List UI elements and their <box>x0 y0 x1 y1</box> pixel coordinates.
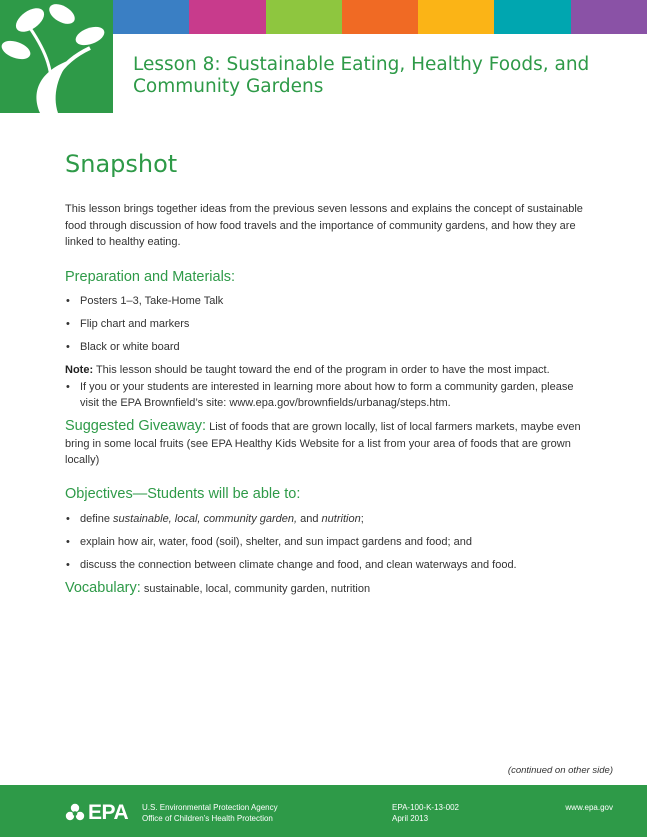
header-color-bar <box>113 0 647 34</box>
epa-flower-icon <box>65 803 85 823</box>
lesson-title: Lesson 8: Sustainable Eating, Healthy Foods, and Community Gardens <box>133 54 590 97</box>
main-content <box>65 201 585 598</box>
continued-note: (continued on other side) <box>507 765 613 776</box>
vocabulary-paragraph <box>65 580 585 598</box>
color-swatch-teal <box>494 0 570 34</box>
document-date: April 2013 <box>392 813 429 823</box>
leaf-plant-icon <box>0 0 113 113</box>
agency-name: U.S. Environmental Protection Agency <box>142 803 278 812</box>
community-garden-item: • If you or your students are interested in learning more about how to form a community garden, please visit the EPA Brownfield’s site: www.epa.gov/brownfields/urbanag/steps.htm. <box>65 379 585 412</box>
giveaway-text: List of foods that are grown locally, list of local farmers markets, maybe even bring in some local fruits (see EPA Healthy Kids Website for a list from your area of foods that are grown locally) <box>65 421 581 466</box>
website-link[interactable]: www.epa.gov <box>565 803 613 812</box>
preparation-heading: Preparation and Materials: <box>65 268 236 285</box>
vocabulary-text: sustainable, local, community garden, nutrition <box>140 583 371 595</box>
objective-end: ; <box>360 513 364 525</box>
list-item: • explain how air, water, food (soil), shelter, and sun impact gardens and food; and <box>65 534 585 551</box>
objective-terms: sustainable, local, community garden, <box>113 513 298 525</box>
office-name: Office of Children’s Health Protection <box>142 813 273 823</box>
color-swatch-blue <box>113 0 189 34</box>
list-item: • discuss the connection between climate change and food, and clean waterways and food. <box>65 557 585 574</box>
intro-paragraph: This lesson brings together ideas from the previous seven lessons and explains the concept of sustainable food through discussion of how food travels and the importance of community gardens, and how they are linked to healthy eating. <box>65 203 583 248</box>
color-swatch-purple <box>571 0 647 34</box>
document-number: EPA-100-K-13-002 <box>392 803 459 812</box>
epa-logo-text: EPA <box>88 801 129 824</box>
giveaway-heading: Suggested Giveaway: <box>65 418 207 434</box>
objective-and: and <box>297 513 322 525</box>
note-text: This lesson should be taught toward the end of the program in order to have the most impact. <box>93 364 550 376</box>
list-item: • Black or white board <box>65 339 585 356</box>
note-label: Note: <box>65 364 94 376</box>
lesson-logo <box>0 0 113 113</box>
objectives-heading: Objectives—Students will be able to: <box>65 485 301 502</box>
color-swatch-yellow <box>418 0 494 34</box>
giveaway-paragraph <box>65 418 585 469</box>
vocabulary-heading: Vocabulary: <box>65 580 141 596</box>
list-item: • Flip chart and markers <box>65 316 585 333</box>
color-swatch-orange <box>342 0 418 34</box>
list-item: • Posters 1–3, Take-Home Talk <box>65 293 585 310</box>
color-swatch-lime <box>266 0 342 34</box>
list-item <box>65 511 585 528</box>
objective-prefix: define <box>80 513 114 525</box>
epa-logo <box>65 801 128 825</box>
objective-last-term: nutrition <box>321 513 361 525</box>
snapshot-heading: Snapshot <box>65 150 178 178</box>
note-paragraph <box>65 362 585 379</box>
footer <box>0 785 647 837</box>
document-info <box>392 803 459 824</box>
color-swatch-magenta <box>189 0 265 34</box>
agency-info <box>142 803 278 824</box>
